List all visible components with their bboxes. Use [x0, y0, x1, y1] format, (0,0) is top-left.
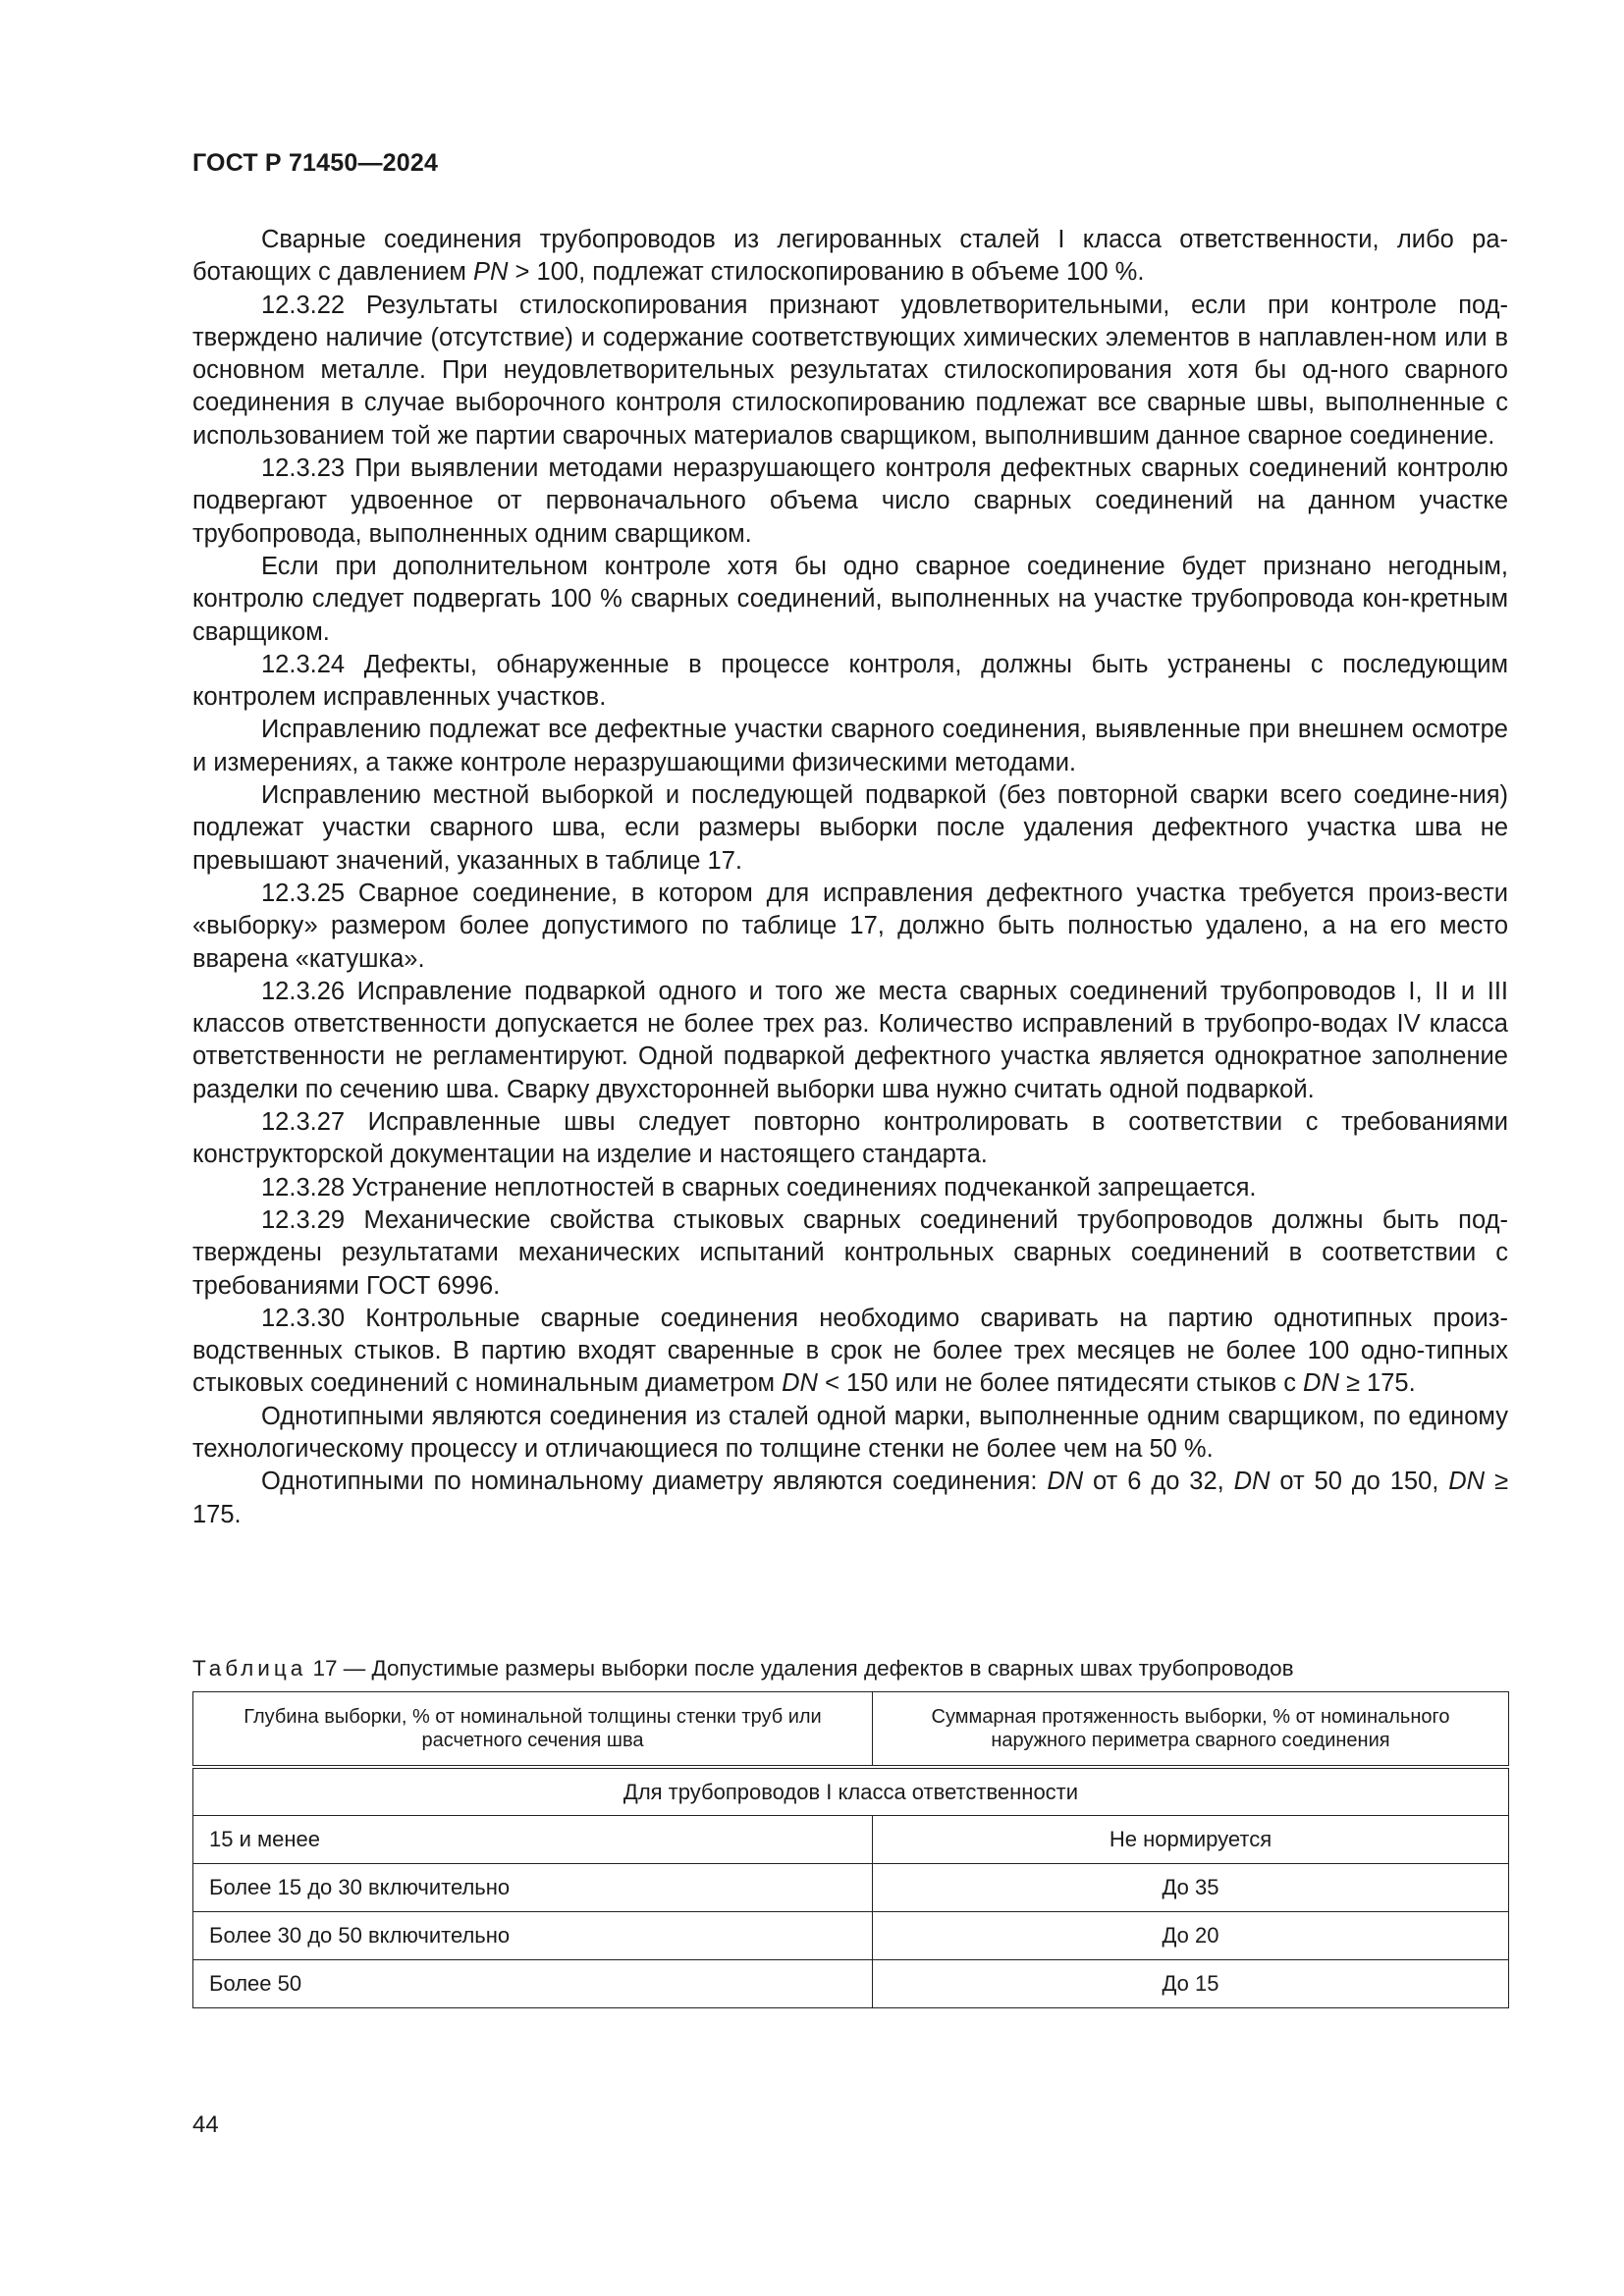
- cell-length: Не нормируется: [873, 1816, 1509, 1864]
- section-label: Для трубопроводов I класса ответственности: [193, 1767, 1509, 1816]
- cell-length: До 15: [873, 1960, 1509, 2008]
- paragraph: 12.3.30 Контрольные сварные соединения необходимо сваривать на партию однотипных произ-водственных стыков. В партию входят сваренные в срок не более трех месяцев не более 100 одно-типных стыковых соединений с номинальным диаметром DN < 150 или не более пятидесяти стыков с DN ≥ 175.: [192, 1304, 1508, 1398]
- table-caption: [192, 1656, 1294, 1682]
- symbol: DN: [782, 1369, 818, 1398]
- paragraph: Однотипными по номинальному диаметру являются соединения: DN от 6 до 32, DN от 50 до 150, DN ≥ 175.: [192, 1468, 1508, 1528]
- table-header-row: [193, 1692, 1509, 1768]
- paragraph: 12.3.26 Исправление подваркой одного и того же места сварных соединений трубопроводов I, II и III классов ответственности допускается не более трех раз. Количество исправлений в трубопро-водах IV класса ответственности не регламентируют. Одной подваркой дефектного участка является однократное заполнение разделки по сечению шва. Сварку двухсторонней выборки шва нужно считать одной подваркой.: [192, 977, 1508, 1103]
- paragraph: 12.3.24 Дефекты, обнаруженные в процессе контроля, должны быть устранены с последующим контролем исправленных участков.: [192, 650, 1508, 712]
- cell-depth: Более 30 до 50 включительно: [193, 1912, 873, 1960]
- paragraph: 12.3.29 Механические свойства стыковых сварных соединений трубопроводов должны быть под-тверждены результатами механических испытаний контрольных сварных соединений в соответствии с требованиями ГОСТ 6996.: [192, 1205, 1508, 1300]
- table-caption-label: Таблица: [192, 1656, 307, 1681]
- body-text: [192, 224, 1508, 1531]
- symbol: PN: [473, 258, 509, 287]
- symbol: DN: [1047, 1468, 1084, 1496]
- column-header-length: Суммарная протяженность выборки, % от номинального наружного периметра сварного соединения: [873, 1692, 1509, 1768]
- paragraph: 12.3.27 Исправленные швы следует повторно контролировать в соответствии с требованиями конструкторской документации на изделие и настоящего стандарта.: [192, 1108, 1508, 1169]
- symbol: DN: [1303, 1369, 1339, 1398]
- table-section-row: [193, 1767, 1509, 1816]
- table-row: [193, 1912, 1509, 1960]
- table-row: [193, 1816, 1509, 1864]
- cell-depth: 15 и менее: [193, 1816, 873, 1864]
- cell-depth: Более 50: [193, 1960, 873, 2008]
- cell-length: До 35: [873, 1864, 1509, 1912]
- symbol: DN: [1448, 1468, 1486, 1496]
- paragraph: 12.3.25 Сварное соединение, в котором для исправления дефектного участка требуется произ-вести «выборку» размером более допустимого по таблице 17, должно быть полностью удалено, а на его место вварена «катушка».: [192, 879, 1508, 973]
- paragraph: Если при дополнительном контроле хотя бы одно сварное соединение будет признано негодным, контролю следует подвергать 100 % сварных соединений, выполненных на участке трубопровода кон-кретным сварщиком.: [192, 552, 1508, 646]
- paragraph: 12.3.23 При выявлении методами неразрушающего контроля дефектных сварных соединений контролю подвергают удвоенное от первоначального объема число сварных соединений на данном участке трубопровода, выполненных одним сварщиком.: [192, 454, 1508, 548]
- paragraph: Исправлению подлежат все дефектные участки сварного соединения, выявленные при внешнем осмотре и измерениях, а также контроле неразрушающими физическими методами.: [192, 716, 1508, 776]
- cell-length: До 20: [873, 1912, 1509, 1960]
- tolerance-table: [192, 1691, 1509, 2008]
- symbol: DN: [1233, 1468, 1271, 1496]
- table-caption-text: 17 — Допустимые размеры выборки после удаления дефектов в сварных швах трубопроводов: [306, 1656, 1294, 1681]
- paragraph: 12.3.28 Устранение неплотностей в сварных соединениях подчеканкой запрещается.: [261, 1173, 1257, 1201]
- paragraph: 12.3.22 Результаты стилоскопирования признают удовлетворительными, если при контроле под-тверждено наличие (отсутствие) и содержание соответствующих химических элементов в наплавлен-ном или в основном металле. При неудовлетворительных результатах стилоскопирования хотя бы од-ного сварного соединения в случае выборочного контроля стилоскопированию подлежат все сварные швы, выполненные с использованием той же партии сварочных материалов сварщиком, выполнившим данное сварное соединение.: [192, 291, 1508, 450]
- table-row: [193, 1960, 1509, 2008]
- page-number: 44: [192, 2111, 219, 2138]
- table-row: [193, 1864, 1509, 1912]
- paragraph: Сварные соединения трубопроводов из легированных сталей I класса ответственности, либо ра-ботающих с давлением PN > 100, подлежат стилоскопированию в объеме 100 %.: [192, 226, 1508, 287]
- paragraph: Однотипными являются соединения из сталей одной марки, выполненные одним сварщиком, по единому технологическому процессу и отличающиеся по толщине стенки не более чем на 50 %.: [192, 1402, 1508, 1463]
- document-header: ГОСТ Р 71450—2024: [192, 149, 439, 177]
- cell-depth: Более 15 до 30 включительно: [193, 1864, 873, 1912]
- paragraph: Исправлению местной выборкой и последующей подваркой (без повторной сварки всего соедине-ния) подлежат участки сварного шва, если размеры выборки после удаления дефектного участка шва не превышают значений, указанных в таблице 17.: [192, 781, 1508, 875]
- column-header-depth: Глубина выборки, % от номинальной толщины стенки труб или расчетного сечения шва: [193, 1692, 873, 1768]
